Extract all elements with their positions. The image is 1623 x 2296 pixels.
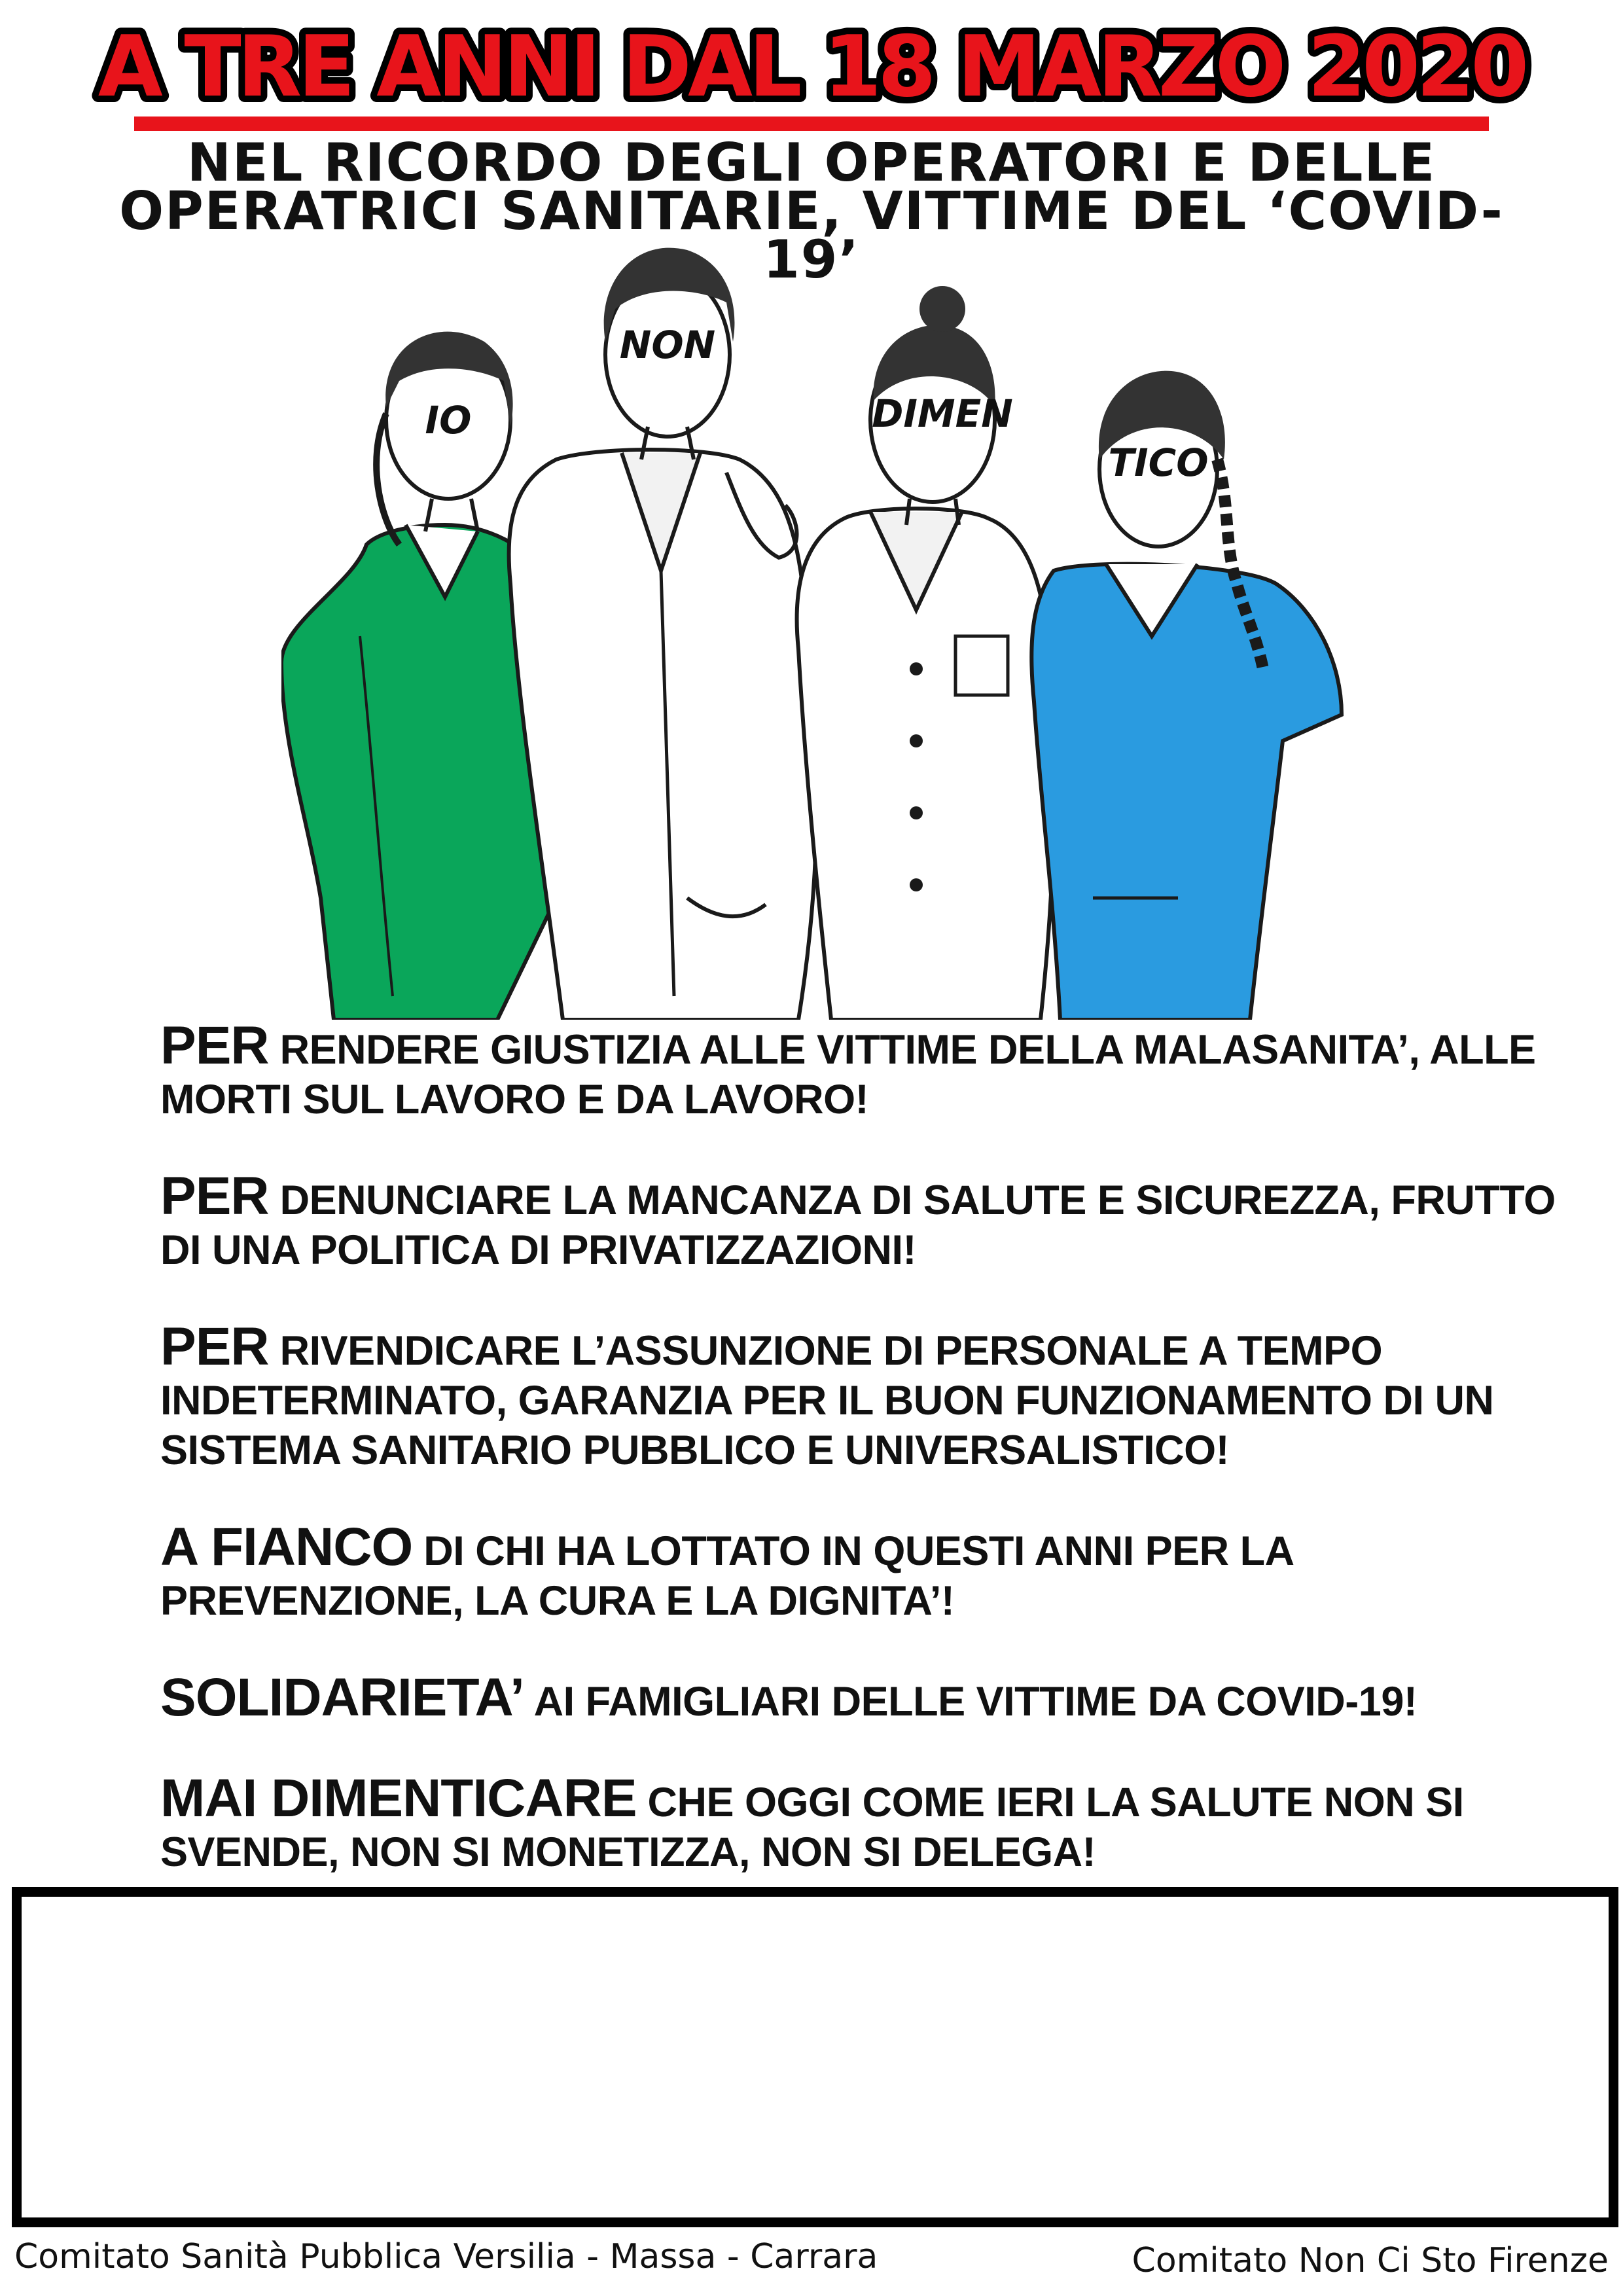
subtitle-line-2: OPERATRICI SANITARIE, VITTIME DEL ‘COVID-19’	[119, 181, 1504, 290]
demand-text: RENDERE GIUSTIZIA ALLE VITTIME DELLA MALASANITA’, ALLE MORTI SUL LAVORO E DA LAVORO!	[160, 1027, 1536, 1122]
blank-notice-box	[12, 1887, 1618, 2227]
demand-item	[160, 1768, 1587, 1877]
demand-keyword: PER	[160, 1166, 269, 1226]
footer-organizer-right: Comitato Non Ci Sto Firenze	[1132, 2241, 1609, 2280]
demand-text: DI CHI HA LOTTATO IN QUESTI ANNI PER LA PREVENZIONE, LA CURA E LA DIGNITA’!	[160, 1528, 1293, 1624]
red-divider	[134, 117, 1489, 131]
healthcare-workers-illustration	[281, 243, 1348, 1020]
face-label-1: IO	[425, 398, 472, 442]
demand-text: CHE OGGI COME IERI LA SALUTE NON SI SVENDE, NON SI MONETIZZA, NON SI DELEGA!	[160, 1780, 1464, 1875]
headline	[0, 12, 1623, 123]
demand-keyword: PER	[160, 1016, 269, 1075]
demand-keyword: MAI DIMENTICARE	[160, 1768, 637, 1828]
demand-keyword: SOLIDARIETA’	[160, 1668, 524, 1727]
face-label-3: DIMEN	[872, 391, 1013, 436]
demands-list	[160, 1016, 1587, 1924]
face-label-4: TICO	[1108, 440, 1209, 485]
demand-item	[160, 1668, 1587, 1727]
footer-organizer-left: Comitato Sanità Pubblica Versilia - Massa - Carrara	[14, 2237, 878, 2276]
demand-text: AI FAMIGLIARI DELLE VITTIME DA COVID-19!	[524, 1679, 1418, 1725]
demand-item	[160, 1166, 1587, 1275]
demand-text: DENUNCIARE LA MANCANZA DI SALUTE E SICUREZZA, FRUTTO DI UNA POLITICA DI PRIVATIZZAZIONI!	[160, 1177, 1556, 1273]
demand-text: RIVENDICARE L’ASSUNZIONE DI PERSONALE A TEMPO INDETERMINATO, GARANZIA PER IL BUON FUNZIONAMENTO DI UN SISTEMA SANITARIO PUBBLICO E UNIVERSALISTICO!	[160, 1328, 1494, 1473]
face-label-2: NON	[619, 323, 716, 367]
demand-item	[160, 1517, 1587, 1626]
demand-keyword: PER	[160, 1317, 269, 1376]
subtitle-line-1: NEL RICORDO DEGLI OPERATORI E DELLE	[187, 132, 1436, 193]
demand-keyword: A FIANCO	[160, 1517, 413, 1577]
headline-graphic	[0, 12, 1623, 123]
demand-item	[160, 1317, 1587, 1475]
headline-text: A TRE ANNI DAL 18 MARZO 2020	[98, 18, 1525, 116]
demand-item	[160, 1016, 1587, 1124]
